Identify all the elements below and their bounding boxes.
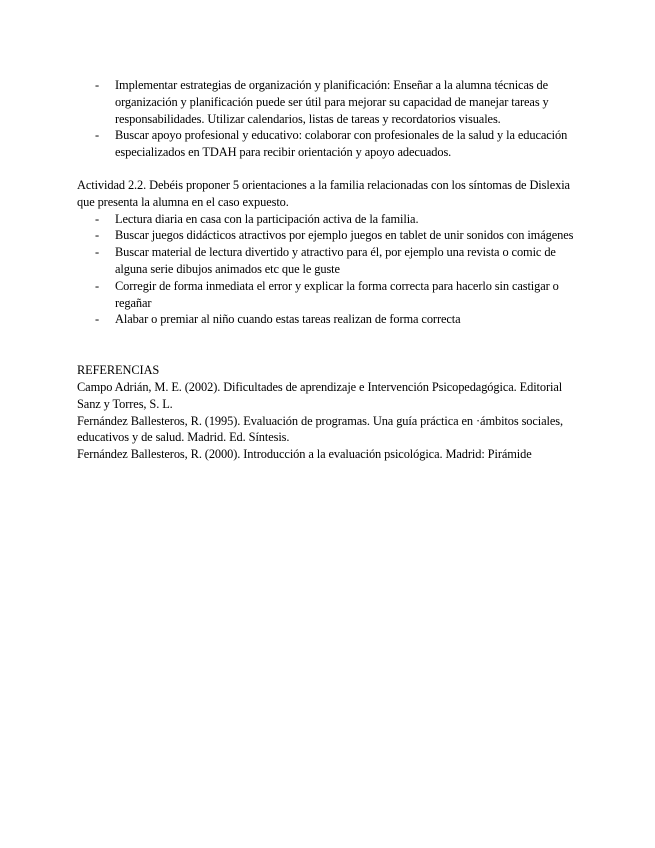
references-heading: REFERENCIAS xyxy=(77,363,160,378)
list-item xyxy=(77,278,582,312)
list-item xyxy=(77,127,582,161)
reference-entry: Fernández Ballesteros, R. (1995). Evaluación de programas. Una guía práctica en ·ámbitos sociales, educativos y de salud. Madrid. Ed. Síntesis. xyxy=(77,413,564,445)
list-item xyxy=(77,211,582,228)
list-item-text: Lectura diaria en casa con la participación activa de la familia. xyxy=(115,211,419,226)
list-item xyxy=(77,227,582,244)
list-marker: - xyxy=(95,78,100,92)
list-item-text: Alabar o premiar al niño cuando estas tareas realizan de forma correcta xyxy=(115,312,461,327)
activity-intro: Actividad 2.2. Debéis proponer 5 orientaciones a la familia relacionadas con los síntomas de Dislexia que presenta la alumna en el caso expuesto. xyxy=(77,177,570,209)
document-body xyxy=(77,77,582,463)
spacer xyxy=(77,161,582,177)
list-marker: - xyxy=(95,228,100,243)
list-item xyxy=(77,311,582,328)
family-guidance-list xyxy=(77,211,582,329)
reference-entry: Fernández Ballesteros, R. (2000). Introducción a la evaluación psicológica. Madrid: Pirámide xyxy=(77,447,532,462)
strategies-list xyxy=(77,77,582,161)
list-marker: - xyxy=(95,211,100,226)
list-marker: - xyxy=(95,245,100,260)
list-item-text: Buscar apoyo profesional y educativo: colaborar con profesionales de la salud y la educación especializados en TDAH para recibir orientación y apoyo adecuados. xyxy=(115,128,568,160)
list-item-text: Buscar juegos didácticos atractivos por ejemplo juegos en tablet de unir sonidos con imágenes xyxy=(115,228,574,243)
list-marker: - xyxy=(95,312,100,327)
list-item-text: Implementar estrategias de organización y planificación: Enseñar a la alumna técnicas de organización y planificación puede ser útil para mejorar su capacidad de manejar tareas y responsabilidades. Utilizar calendarios, listas de tareas y recordatorios visuales. xyxy=(115,78,549,126)
list-item xyxy=(77,77,582,127)
spacer xyxy=(77,328,582,362)
list-item-text: Corregir de forma inmediata el error y explicar la forma correcta para hacerlo sin castigar o regañar xyxy=(115,278,559,310)
list-marker: - xyxy=(95,278,100,293)
list-item-text: Buscar material de lectura divertido y atractivo para él, por ejemplo una revista o comic de alguna serie dibujos animados etc que le guste xyxy=(115,245,556,276)
list-item xyxy=(77,244,582,278)
reference-entry: Campo Adrián, M. E. (2002). Dificultades de aprendizaje e Intervención Psicopedagógica. Editorial Sanz y Torres, S. L. xyxy=(77,379,563,411)
list-marker: - xyxy=(95,128,100,143)
